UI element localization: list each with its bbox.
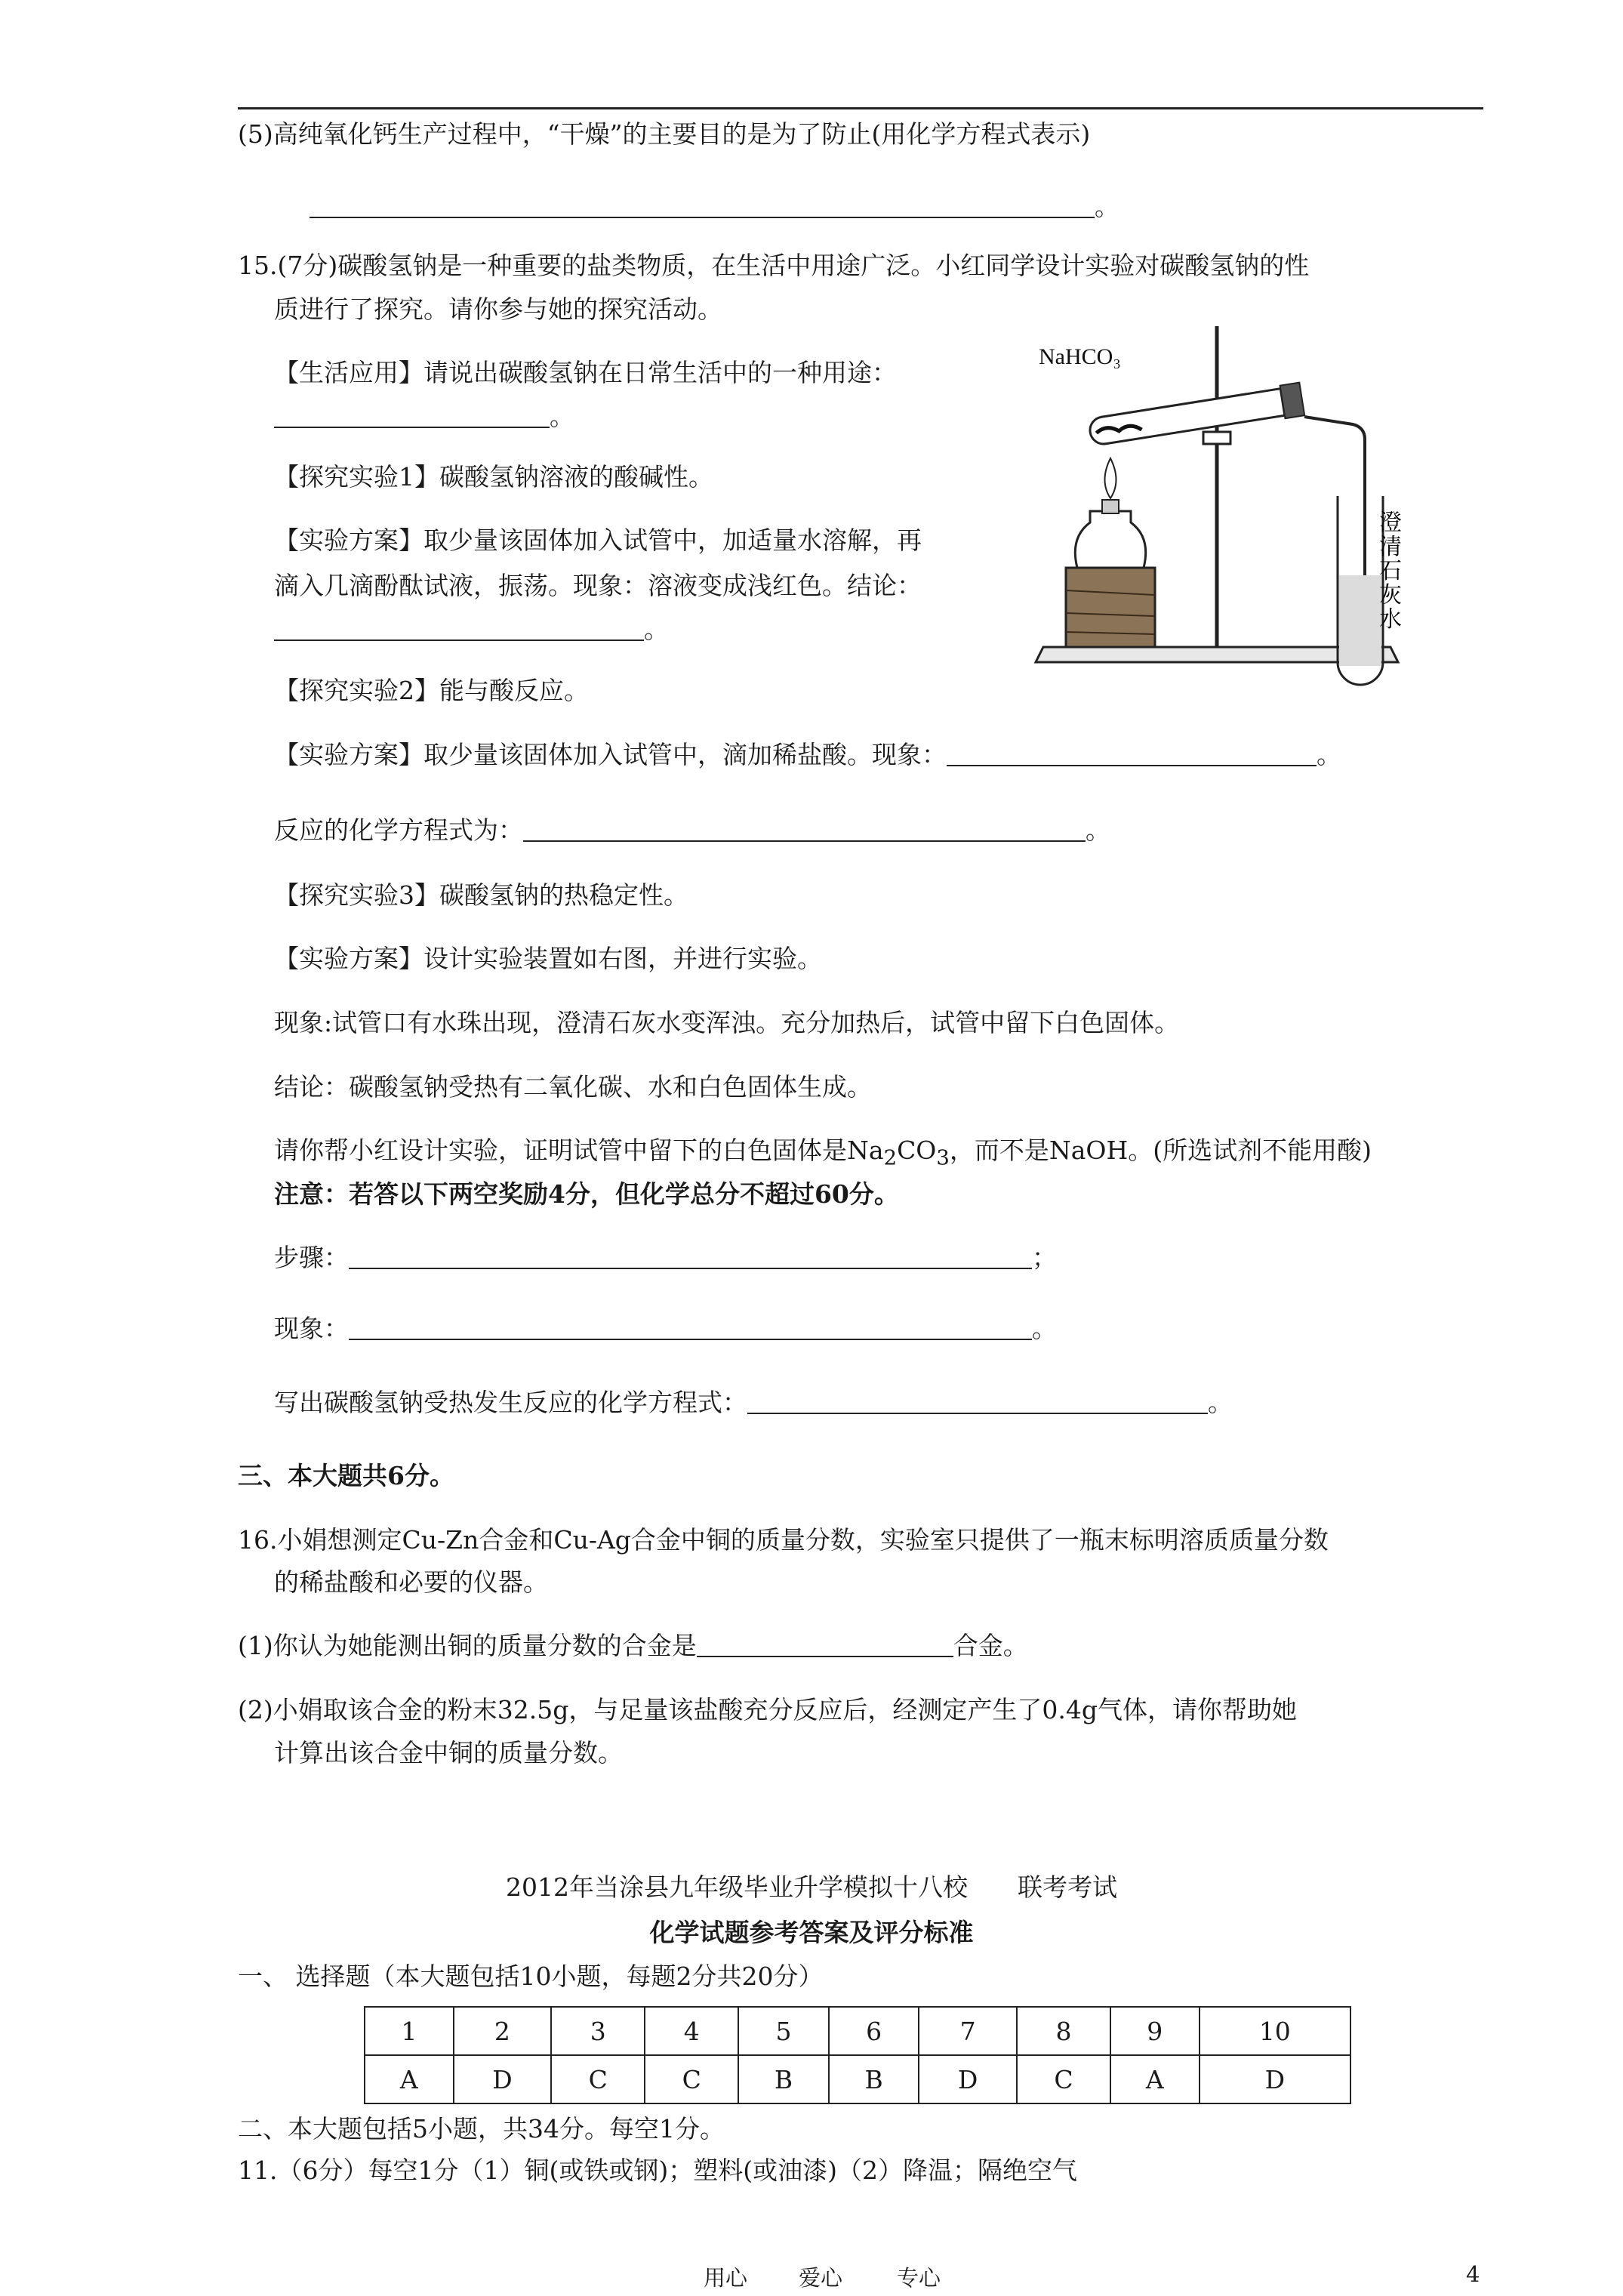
alcohol-lamp <box>1075 511 1145 568</box>
life-application: 【生活应用】请说出碳酸氢钠在日常生活中的一种用途： <box>274 358 897 387</box>
answer-blank[interactable] <box>523 818 1086 842</box>
exp2-equation: 反应的化学方程式为： 。 <box>274 815 1110 845</box>
table-cell: A <box>1110 2055 1200 2103</box>
life-application-answer: 。 <box>274 402 574 432</box>
write-equation-line: 写出碳酸氢钠受热发生反应的化学方程式： 。 <box>274 1388 1233 1417</box>
q16-part1: (1)你认为她能测出铜的质量分数的合金是 合金。 <box>238 1631 1028 1660</box>
table-cell: 6 <box>829 2007 919 2055</box>
table-cell: 9 <box>1110 2007 1200 2055</box>
q14-part5-answer <box>310 192 1119 222</box>
limewater-label-char: 水 <box>1379 606 1402 633</box>
nahco3-label: NaHCO₃ <box>1039 344 1121 369</box>
exp3-conclusion: 结论：碳酸氢钠受热有二氧化碳、水和白色固体生成。 <box>274 1072 872 1102</box>
q16-line2: 的稀盐酸和必要的仪器。 <box>274 1567 548 1597</box>
stopper <box>1280 383 1305 419</box>
phenomenon-line: 现象： 。 <box>274 1314 1057 1343</box>
exp1-plan-line2: 滴入几滴酚酞试液，振荡。现象：溶液变成浅红色。结论： <box>274 571 922 600</box>
footer-motto-1: 用心 <box>704 2265 748 2291</box>
table-cell: C <box>551 2055 645 2103</box>
table-cell: 10 <box>1200 2007 1350 2055</box>
table-cell: D <box>454 2055 552 2103</box>
section3-title: 三、本大题共6分。 <box>238 1461 454 1490</box>
table-row-answers <box>365 2055 1350 2103</box>
answer-blank[interactable] <box>947 742 1317 766</box>
answer-blank[interactable] <box>274 404 550 428</box>
limewater-label-char: 石 <box>1379 558 1402 584</box>
q14-part5: (5)高纯氧化钙生产过程中，“干燥”的主要目的是为了防止(用化学方程式表示) <box>238 119 1091 149</box>
answer-subtitle: 化学试题参考答案及评分标准 <box>649 1918 974 1947</box>
table-cell: 2 <box>454 2007 552 2055</box>
exp1-title: 【探究实验1】碳酸氢钠溶液的酸碱性。 <box>274 462 713 492</box>
table-cell: 1 <box>365 2007 454 2055</box>
limewater-label-char: 清 <box>1379 534 1402 560</box>
design-task: 请你帮小红设计实验，证明试管中留下的白色固体是$Na_2CO_3$，而不是NaOH。(所选试剂不能用酸) <box>274 1136 1372 1170</box>
table-cell: 7 <box>919 2007 1017 2055</box>
step-line: 步骤： ； <box>274 1243 1057 1272</box>
period: 。 <box>1095 192 1119 221</box>
bonus-note: 注意：若答以下两空奖励4分，但化学总分不超过60分。 <box>274 1179 899 1209</box>
q15-intro-line1: 15.(7分)碳酸氢钠是一种重要的盐类物质，在生活中用途广泛。小红同学设计实验对碳酸氢钠的性 <box>238 251 1310 280</box>
flame <box>1105 458 1116 498</box>
answer-q11: 11.（6分）每空1分（1）铜(或铁或钢)；塑料(或油漆)（2）降温；隔绝空气 <box>238 2156 1077 2185</box>
answer-section2: 二、本大题包括5小题，共34分。每空1分。 <box>238 2114 725 2143</box>
answer-blank[interactable] <box>274 617 644 641</box>
limewater-liquid <box>1339 575 1381 666</box>
answer-section1: 一、 选择题（本大题包括10小题，每题2分共20分） <box>238 1962 824 1991</box>
limewater-label-char: 灰 <box>1379 582 1402 609</box>
answer-table <box>364 2006 1351 2104</box>
wood-block <box>1066 568 1155 647</box>
table-cell: 5 <box>738 2007 829 2055</box>
answer-blank[interactable] <box>697 1633 953 1657</box>
limewater-label-char: 澄 <box>1379 510 1402 536</box>
footer-motto-3: 专心 <box>897 2265 941 2291</box>
table-cell: C <box>645 2055 738 2103</box>
exp2-plan: 【实验方案】取少量该固体加入试管中，滴加稀盐酸。现象： 。 <box>274 740 1341 769</box>
table-cell: 3 <box>551 2007 645 2055</box>
heated-test-tube <box>1088 383 1304 449</box>
q15-intro-line2: 质进行了探究。请你参与她的探究活动。 <box>274 294 722 324</box>
answer-blank[interactable] <box>310 194 1095 218</box>
apparatus-figure <box>1036 326 1402 673</box>
q16-part2-line2: 计算出该合金中铜的质量分数。 <box>274 1738 623 1767</box>
exp3-title: 【探究实验3】碳酸氢钠的热稳定性。 <box>274 880 688 910</box>
q16-line1: 16.小娟想测定Cu-Zn合金和Cu-Ag合金中铜的质量分数，实验室只提供了一瓶末标明溶质质量分数 <box>238 1525 1329 1555</box>
table-cell: A <box>365 2055 454 2103</box>
table-cell: B <box>829 2055 919 2103</box>
answer-title: 2012年当涂县九年级毕业升学模拟十八校 联考考试 <box>506 1872 1117 1902</box>
answer-blank[interactable] <box>747 1390 1208 1414</box>
table-cell: C <box>1017 2055 1110 2103</box>
exp1-conclusion-answer: 。 <box>274 615 669 645</box>
exp3-plan: 【实验方案】设计实验装置如右图，并进行实验。 <box>274 944 822 973</box>
clamp <box>1203 432 1230 444</box>
q16-part2-line1: (2)小娟取该合金的粉末32.5g，与足量该盐酸充分反应后，经测定产生了0.4g气体，请你帮助她 <box>238 1695 1297 1724</box>
table-cell: 8 <box>1017 2007 1110 2055</box>
exp1-plan-line1: 【实验方案】取少量该固体加入试管中，加适量水溶解，再 <box>274 525 922 555</box>
answer-blank[interactable] <box>349 1316 1032 1340</box>
header-rule <box>238 107 1483 109</box>
page-number: 4 <box>1466 2261 1480 2287</box>
exp3-phenomenon: 现象:试管口有水珠出现，澄清石灰水变浑浊。充分加热后，试管中留下白色固体。 <box>274 1008 1180 1037</box>
table-cell: 4 <box>645 2007 738 2055</box>
footer-motto-2: 爱心 <box>799 2265 843 2291</box>
table-cell: B <box>738 2055 829 2103</box>
table-cell: D <box>1200 2055 1350 2103</box>
table-cell: D <box>919 2055 1017 2103</box>
answer-blank[interactable] <box>349 1245 1032 1269</box>
exp2-title: 【探究实验2】能与酸反应。 <box>274 676 589 705</box>
table-row-numbers <box>365 2007 1350 2055</box>
